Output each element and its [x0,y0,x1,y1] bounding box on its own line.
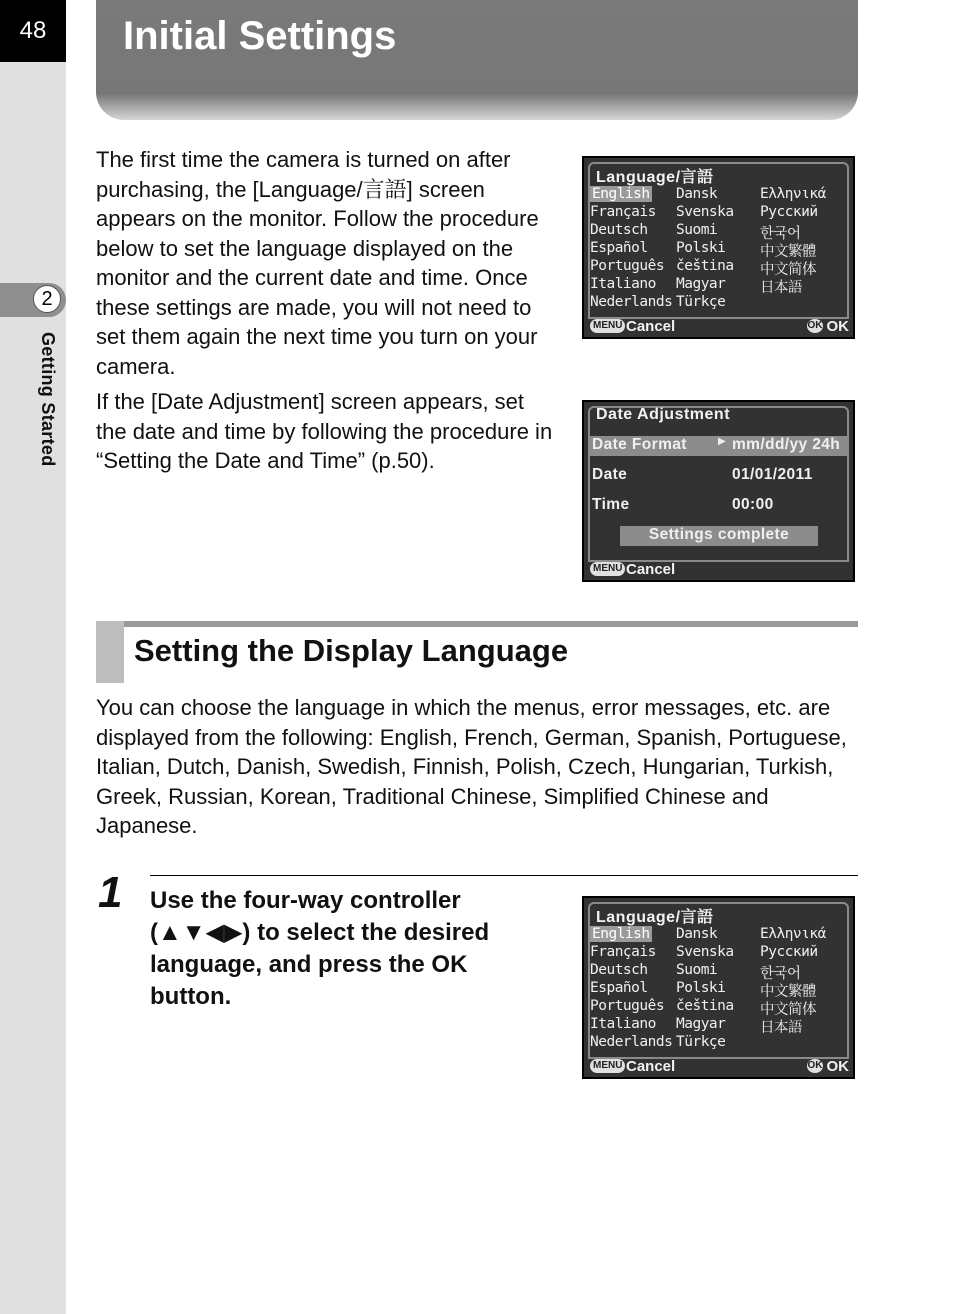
section-rule [96,621,858,627]
ok-label: OK [826,318,849,335]
language-item: Svenska [676,944,734,960]
section-paragraph: You can choose the language in which the menus, error messages, etc. are displayed from the following: English, French, German, Spanish, Portuguese, Italian, Dutch, Danish, Swedish, Finnish, Polish, Czech, Hungarian, Turkish, Greek, Russian, Korean, Traditional Chinese, Simplified Chinese and Japanese. [96,695,847,838]
language-item: Français [590,944,656,960]
language-item: Português [590,998,665,1014]
language-item: Nederlands [590,1034,673,1050]
language-item: Deutsch [590,962,648,978]
ok-button-icon: OK [807,320,823,331]
language-item: Polski [676,980,726,996]
language-item: Svenska [676,204,734,220]
cancel-label: Cancel [626,561,676,578]
language-item: 中文繁體 [760,984,816,1000]
language-item: Türkçe [676,294,726,310]
menu-button-icon: MENU [590,562,625,576]
language-item: Türkçe [676,1034,726,1050]
language-item: Italiano [590,276,656,292]
menu-button-icon: MENU [590,1059,625,1073]
step-rule [150,875,858,876]
lcd-title: Language/言語 [596,169,714,186]
chapter-title: Getting Started [38,332,58,467]
language-item: Magyar [676,1016,726,1032]
language-screen-illustration-step1 [582,896,855,1079]
language-item: Ελληνικά [760,186,826,202]
menu-button-icon: MENU [590,319,625,333]
language-item: Français [590,204,656,220]
language-item: Dansk [676,926,718,942]
language-item-selected: English [592,186,650,202]
language-item: Magyar [676,276,726,292]
page-number: 48 [0,0,66,62]
lcd-footer [584,315,853,337]
language-item-selected: English [592,926,650,942]
language-item: Português [590,258,665,274]
language-item: Suomi [676,222,718,238]
settings-complete-bar: Settings complete [620,526,818,546]
time-row [588,496,849,516]
intro-paragraph-1: The first time the camera is turned on after purchasing, the [Language/言語] screen appears on the monitor. Follow the procedure below to set the language displayed on the monitor and the current date and time. Once these settings are made, you will not need to set them again the next time you turn on your camera. [96,147,539,379]
ok-button-icon: OK [807,1060,823,1071]
language-item: Español [590,980,648,996]
date-format-value: mm/dd/yy 24h [732,436,841,453]
language-item: 中文繁體 [760,244,816,260]
language-item: 한국어 [760,226,801,242]
language-item: čeština [676,998,734,1014]
lcd-footer [584,1055,853,1077]
section-marker [96,621,124,683]
date-value: 01/01/2011 [732,466,813,483]
cancel-label: Cancel [626,318,676,335]
language-item: Deutsch [590,222,648,238]
date-adjustment-screen-illustration [582,400,855,582]
page-title: Initial Settings [123,14,397,58]
date-format-label: Date Format [592,436,687,453]
intro-paragraph-2: If the [Date Adjustment] screen appears, set the date and time by following the procedure in “Setting the Date and Time” (p.50). [96,389,553,473]
language-item: Suomi [676,962,718,978]
language-item: Español [590,240,648,256]
ok-label: OK [826,1058,849,1075]
language-item: 中文简体 [760,1002,816,1018]
language-item: Nederlands [590,294,673,310]
language-item: Polski [676,240,726,256]
language-item: Italiano [590,1016,656,1032]
date-row [588,466,849,486]
cancel-label: Cancel [626,1058,676,1075]
time-label: Time [592,496,630,513]
language-item: Ελληνικά [760,926,826,942]
step-instruction: Use the four-way controller (▲▼◀▶) to select the desired language, and press the OK button. [150,887,490,1010]
time-value: 00:00 [732,496,774,513]
lcd-footer [584,558,853,580]
lcd-title: Date Adjustment [596,406,731,423]
lcd-title: Language/言語 [596,909,714,926]
language-item: Dansk [676,186,718,202]
language-screen-illustration [582,156,855,339]
language-item: čeština [676,258,734,274]
language-item: 한국어 [760,966,801,982]
date-format-row [588,436,849,456]
language-item: 日本語 [760,280,802,296]
chapter-sidebar [0,0,66,1314]
language-item: Русский [760,944,818,960]
language-item: 日本語 [760,1020,802,1036]
date-label: Date [592,466,628,483]
section-title: Setting the Display Language [134,633,569,668]
language-item: Русский [760,204,818,220]
right-arrow-icon: ▶ [718,436,727,447]
language-item: 中文简体 [760,262,816,278]
step-number: 1 [98,868,123,917]
chapter-number-badge: 2 [33,285,61,313]
